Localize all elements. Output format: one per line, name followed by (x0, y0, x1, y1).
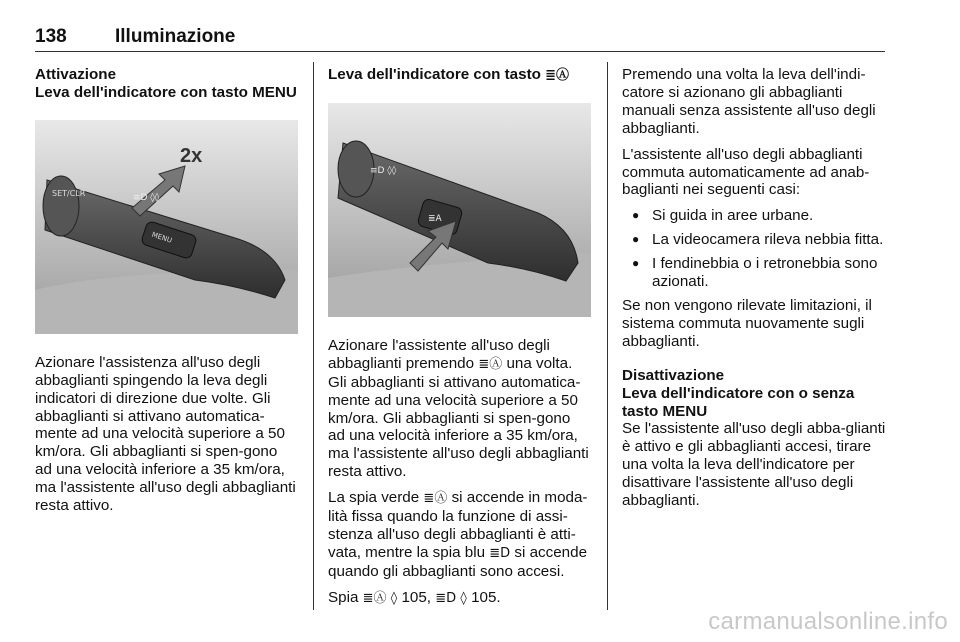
high-beam-icon: ≣D (489, 545, 511, 561)
col3-paragraph-3: Se non vengono rilevate limitazioni, il sistema commuta nuovamente sugli abbaglianti. (622, 296, 872, 350)
column-divider-2 (607, 62, 608, 610)
section-heading-disattivazione: Disattivazione (622, 366, 725, 384)
page-reference-icon: ◊ (390, 590, 398, 606)
list-item: ● I fendinebbia o i retronebbia sono azionati. (622, 255, 886, 291)
lever-button-drawing (328, 103, 591, 317)
list-item: ● Si guida in aree urbane. (622, 207, 886, 225)
subheading-with-or-without-menu: Leva dell'indicatore con o senza tasto MENU (622, 384, 855, 420)
column-divider-1 (313, 62, 314, 610)
lever-menu-drawing (35, 120, 298, 334)
col3-paragraph-2: L'assistente all'uso degli abbaglianti commuta automaticamente ad anab-baglianti nei seguenti casi: (622, 145, 870, 199)
high-beam-assist-icon: ≣Ⓐ (545, 68, 570, 83)
high-beam-assist-icon: ≣Ⓐ (362, 590, 387, 606)
col2-paragraph-3: Spia ≣Ⓐ ◊ 105, ≣D ◊ 105. (328, 588, 501, 606)
subheading-button-lever: Leva dell'indicatore con tasto ≣Ⓐ (328, 66, 570, 83)
col3-paragraph-1: Premendo una volta la leva dell'indi-catore si azionano gli abbaglianti manuali senza assistente all'uso degli abbaglianti. (622, 66, 876, 137)
lever-illustration-menu (35, 120, 298, 334)
page-number: 138 (35, 26, 67, 47)
lever-symbols: ≡D ◊◊ (370, 165, 397, 176)
high-beam-symbols: ≡D ◊◊ (133, 192, 160, 203)
section-heading-attivazione: Attivazione (35, 66, 117, 83)
col2-paragraph-2: La spia verde ≣Ⓐ si accende in moda-lità fissa quando la funzione di assi-stenza all'uso degli abbaglianti è atti-vata, mentre la spia blu ≣D si accende quando gli abbaglianti sono accesi. (328, 489, 588, 580)
menu-button-label: MENU (150, 230, 173, 245)
column-3 (622, 66, 886, 518)
col2-paragraph-1: Azionare l'assistente all'uso degli abbaglianti premendo ≣Ⓐ una volta. Gli abbaglianti si attivano automatica-mente ad una velocità superiore a 50 km/ora. Gli abbaglianti si spen-gono ad una velocità inferiore a 35 km/ora, ma l'assistente all'uso degli abbaglianti resta attivo. (328, 336, 589, 481)
page-title: Illuminazione (115, 26, 236, 47)
watermark: carmanualsonline.info (708, 608, 948, 635)
col3-paragraph-4: Se l'assistente all'uso degli abba-glianti è attivo e gli abbaglianti accesi, tirare una volta la leva dell'indicatore per disattivare l'assistente all'uso degli abbaglianti. (622, 420, 886, 510)
set-clr-label: SET/CLR (52, 188, 86, 198)
high-beam-assist-icon: ≣Ⓐ (478, 356, 503, 372)
header-divider (35, 51, 885, 52)
subheading-menu-lever: Leva dell'indicatore con tasto MENU (35, 83, 297, 101)
high-beam-icon: ≣D (435, 590, 457, 606)
column-1 (35, 66, 298, 523)
assist-button-symbol: ≣A (428, 213, 442, 224)
column-2 (328, 66, 591, 616)
list-item: ● La videocamera rileva nebbia fitta. (622, 231, 886, 249)
high-beam-assist-icon: ≣Ⓐ (423, 491, 448, 507)
page-header (35, 26, 885, 54)
page-reference-icon: ◊ (460, 590, 467, 606)
lever-illustration-button (328, 103, 591, 317)
col1-paragraph: Azionare l'assistenza all'uso degli abbaglianti spingendo la leva degli indicatori di direzione due volte. Gli abbaglianti si attivano automatica-mente ad una velocità superiore a 50 km/ora. Gli abbaglianti si spen-gono ad una velocità inferiore a 35 km/ora, ma l'assistente all'uso degli abbaglianti resta attivo. (35, 353, 296, 515)
conditions-list (622, 207, 886, 291)
push-twice-label: 2x (180, 144, 203, 167)
